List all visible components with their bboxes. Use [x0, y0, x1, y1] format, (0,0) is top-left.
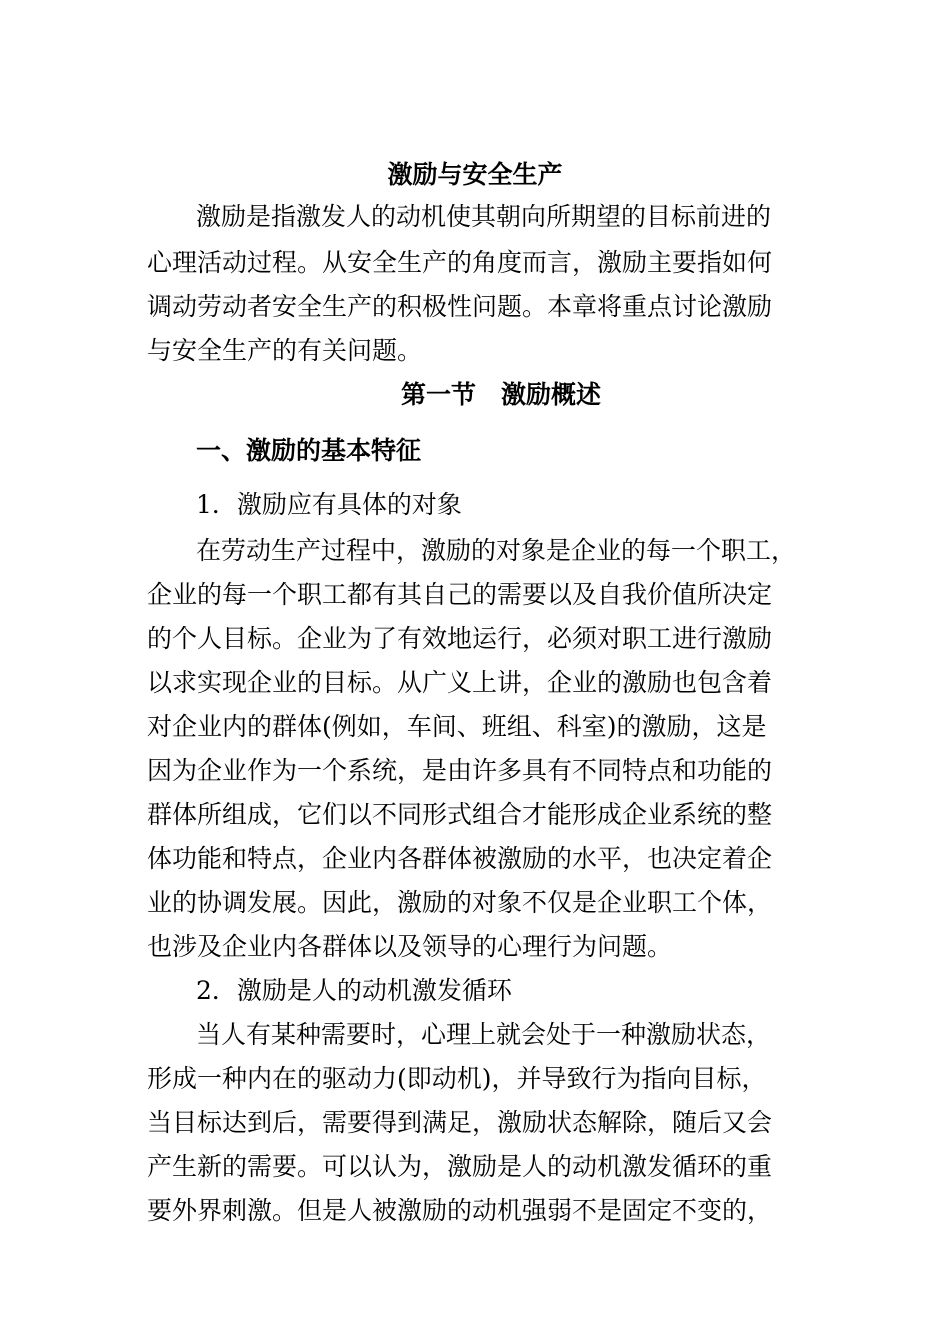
intro-line-3: 调动劳动者安全生产的积极性问题。本章将重点讨论激励	[147, 292, 773, 321]
item1-line-7: 群体所组成，它们以不同形式组合才能形成企业系统的整	[147, 800, 773, 829]
item1-line-4: 以求实现企业的目标。从广义上讲，企业的激励也包含着	[147, 668, 773, 697]
item2-line-4: 产生新的需要。可以认为，激励是人的动机激发循环的重	[147, 1152, 773, 1181]
intro-line-1: 激励是指激发人的动机使其朝向所期望的目标前进的	[196, 202, 772, 231]
intro-line-2: 心理活动过程。从安全生产的角度而言，激励主要指如何	[147, 248, 773, 277]
item1-line-2: 企业的每一个职工都有其自己的需要以及自我价值所决定	[147, 580, 773, 609]
item1-line-3: 的个人目标。企业为了有效地运行，必须对职工进行激励	[147, 624, 773, 653]
section-title: 第一节 激励概述	[400, 380, 601, 409]
intro-line-4: 与安全生产的有关问题。	[147, 336, 423, 365]
item1-line-1: 在劳动生产过程中，激励的对象是企业的每一个职工，	[196, 536, 797, 565]
item1-line-8: 体功能和特点，企业内各群体被激励的水平，也决定着企	[147, 844, 773, 873]
item1-line-5: 对企业内的群体(例如，车间、班组、科室)的激励，这是	[147, 712, 767, 741]
item1-line-9: 业的协调发展。因此，激励的对象不仅是企业职工个体，	[147, 888, 773, 917]
document-title: 激励与安全生产	[387, 160, 563, 189]
item2-line-2: 形成一种内在的驱动力(即动机)，并导致行为指向目标，	[147, 1064, 767, 1093]
item2-line-5: 要外界刺激。但是人被激励的动机强弱不是固定不变的，	[147, 1196, 773, 1225]
item1-line-6: 因为企业作为一个系统，是由许多具有不同特点和功能的	[147, 756, 773, 785]
item2-title: 2．激励是人的动机激发循环	[196, 976, 512, 1005]
item2-line-3: 当目标达到后，需要得到满足，激励状态解除，随后又会	[147, 1108, 773, 1137]
item1-line-10: 也涉及企业内各群体以及领导的心理行为问题。	[147, 932, 673, 961]
item1-title: 1．激励应有具体的对象	[196, 490, 462, 519]
item2-line-1: 当人有某种需要时，心理上就会处于一种激励状态，	[196, 1020, 772, 1049]
subsection-title: 一、激励的基本特征	[196, 436, 422, 465]
